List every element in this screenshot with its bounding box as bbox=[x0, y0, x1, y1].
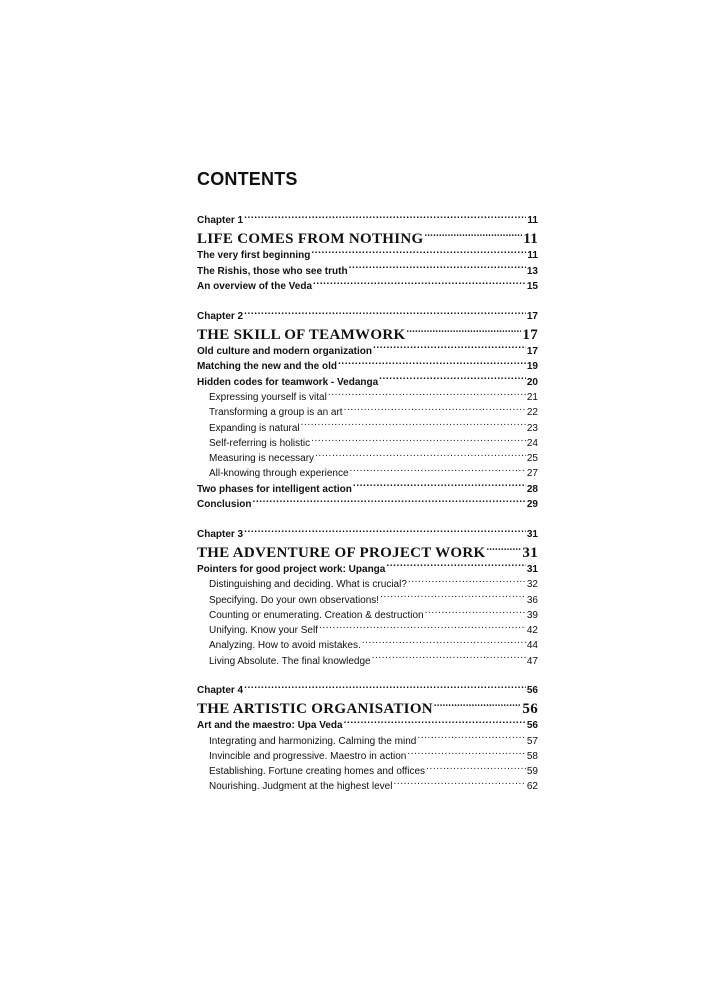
toc-label: Specifying. Do your own observations! bbox=[209, 594, 380, 606]
toc-subentry[interactable] bbox=[197, 421, 538, 436]
dot-leader bbox=[328, 390, 526, 400]
toc-page-number: 13 bbox=[526, 265, 538, 277]
toc-page-number: 23 bbox=[526, 422, 538, 434]
toc-page-number: 58 bbox=[526, 750, 538, 762]
toc-label: Hidden codes for teamwork - Vedanga bbox=[197, 376, 379, 388]
toc-label: Expanding is natural bbox=[209, 422, 300, 434]
toc-label: Distinguishing and deciding. What is crucial? bbox=[209, 579, 407, 591]
toc-page-number: 20 bbox=[526, 376, 538, 388]
toc-entry[interactable] bbox=[197, 359, 538, 375]
toc-chapter-title[interactable] bbox=[197, 324, 538, 344]
toc-label: Two phases for intelligent action bbox=[197, 483, 352, 495]
toc-label: THE SKILL OF TEAMWORK bbox=[197, 326, 406, 343]
chapter-4-section bbox=[197, 683, 538, 795]
toc-subentry[interactable] bbox=[197, 436, 538, 451]
toc-page-number: 27 bbox=[526, 468, 538, 480]
toc-subentry[interactable] bbox=[197, 577, 538, 592]
dot-leader bbox=[372, 654, 526, 664]
toc-page-number: 31 bbox=[522, 544, 538, 561]
contents-page bbox=[197, 166, 538, 809]
dot-leader bbox=[244, 309, 526, 319]
toc-page-number: 17 bbox=[522, 326, 538, 343]
toc-label: Chapter 4 bbox=[197, 685, 244, 697]
toc-page-number: 21 bbox=[526, 392, 538, 403]
toc-label: The very first beginning bbox=[197, 250, 311, 261]
toc-chapter-title[interactable] bbox=[197, 228, 538, 248]
toc-label: Nourishing. Judgment at the highest level bbox=[209, 781, 393, 793]
dot-leader bbox=[373, 344, 526, 354]
dot-leader bbox=[315, 451, 526, 461]
toc-page-number: 56 bbox=[522, 701, 538, 718]
toc-label: Analyzing. How to avoid mistakes. bbox=[209, 640, 361, 652]
toc-page-number: 32 bbox=[526, 579, 538, 591]
toc-entry[interactable] bbox=[197, 718, 538, 734]
toc-page-number: 57 bbox=[526, 735, 538, 747]
toc-chapter-label[interactable] bbox=[197, 527, 538, 542]
toc-entry[interactable] bbox=[197, 279, 538, 295]
dot-leader bbox=[311, 248, 526, 258]
toc-subentry[interactable] bbox=[197, 734, 538, 749]
toc-label: Art and the maestro: Upa Veda bbox=[197, 720, 343, 732]
toc-label: Measuring is necessary bbox=[209, 453, 315, 465]
toc-page-number: 19 bbox=[526, 361, 538, 372]
toc-subentry[interactable] bbox=[197, 654, 538, 669]
toc-page-number: 11 bbox=[523, 231, 538, 247]
dot-leader bbox=[244, 683, 526, 693]
dot-leader bbox=[252, 497, 525, 507]
toc-page-number: 47 bbox=[526, 655, 538, 667]
toc-entry[interactable] bbox=[197, 562, 538, 578]
dot-leader bbox=[362, 638, 526, 648]
toc-label: Chapter 1 bbox=[197, 215, 244, 226]
toc-label: Pointers for good project work: Upanga bbox=[197, 563, 386, 575]
dot-leader bbox=[386, 562, 526, 572]
dot-leader bbox=[353, 482, 526, 492]
toc-subentry[interactable] bbox=[197, 608, 538, 623]
toc-label: Living Absolute. The final knowledge bbox=[209, 655, 371, 667]
dot-leader bbox=[408, 577, 526, 587]
toc-page-number: 56 bbox=[526, 720, 538, 732]
dot-leader bbox=[313, 279, 526, 289]
toc-entry[interactable] bbox=[197, 264, 538, 280]
dot-leader bbox=[379, 375, 526, 385]
toc-subentry[interactable] bbox=[197, 638, 538, 653]
toc-label: Unifying. Know your Self bbox=[209, 625, 318, 637]
toc-label: Invincible and progressive. Maestro in action bbox=[209, 750, 407, 762]
dot-leader bbox=[434, 698, 521, 713]
toc-page-number: 59 bbox=[526, 766, 538, 778]
toc-page-number: 39 bbox=[526, 609, 538, 621]
toc-page-number: 29 bbox=[526, 499, 538, 511]
toc-page-number: 31 bbox=[526, 528, 538, 540]
toc-label: Transforming a group is an art bbox=[209, 407, 343, 419]
dot-leader bbox=[319, 623, 526, 633]
toc-chapter-label[interactable] bbox=[197, 309, 538, 324]
dot-leader bbox=[349, 264, 526, 274]
toc-page-number: 28 bbox=[526, 483, 538, 495]
toc-page-number: 11 bbox=[527, 215, 538, 226]
toc-label: Expressing yourself is vital bbox=[209, 392, 327, 403]
toc-label: THE ADVENTURE OF PROJECT WORK bbox=[197, 544, 486, 561]
toc-label: Establishing. Fortune creating homes and offices bbox=[209, 766, 426, 778]
chapter-3-section bbox=[197, 527, 538, 669]
dot-leader bbox=[344, 718, 526, 728]
toc-chapter-label[interactable] bbox=[197, 213, 538, 228]
toc-page-number: 42 bbox=[526, 625, 538, 637]
toc-subentry[interactable] bbox=[197, 749, 538, 764]
toc-label: Integrating and harmonizing. Calming the mind bbox=[209, 735, 417, 747]
toc-page-number: 22 bbox=[526, 407, 538, 419]
toc-entry[interactable] bbox=[197, 344, 538, 360]
toc-page-number: 25 bbox=[526, 453, 538, 465]
dot-leader bbox=[344, 405, 526, 415]
toc-subentry[interactable] bbox=[197, 623, 538, 638]
dot-leader bbox=[425, 608, 526, 618]
toc-page-number: 17 bbox=[526, 310, 538, 322]
dot-leader bbox=[301, 421, 526, 431]
toc-subentry[interactable] bbox=[197, 405, 538, 420]
chapter-2-section bbox=[197, 309, 538, 513]
toc-page-number: 62 bbox=[526, 781, 538, 793]
toc-label: An overview of the Veda bbox=[197, 281, 313, 292]
dot-leader bbox=[338, 359, 526, 369]
toc-subentry[interactable] bbox=[197, 593, 538, 608]
toc-entry[interactable] bbox=[197, 248, 538, 264]
toc-page-number: 15 bbox=[526, 281, 538, 292]
dot-leader bbox=[486, 542, 521, 557]
dot-leader bbox=[244, 527, 526, 537]
toc-label: Matching the new and the old bbox=[197, 361, 337, 372]
toc-page-number: 11 bbox=[527, 250, 538, 261]
toc-subentry[interactable] bbox=[197, 764, 538, 779]
dot-leader bbox=[380, 593, 526, 603]
toc-label: LIFE COMES FROM NOTHING bbox=[197, 231, 424, 247]
toc-chapter-label[interactable] bbox=[197, 683, 538, 698]
dot-leader bbox=[244, 213, 526, 223]
toc-label: Conclusion bbox=[197, 499, 252, 511]
dot-leader bbox=[406, 324, 521, 339]
toc-label: THE ARTISTIC ORGANISATION bbox=[197, 701, 433, 718]
toc-chapter-title[interactable] bbox=[197, 698, 538, 718]
toc-subentry[interactable] bbox=[197, 466, 538, 481]
toc-page-number: 31 bbox=[526, 563, 538, 575]
toc-subentry[interactable] bbox=[197, 451, 538, 466]
toc-page-number: 56 bbox=[526, 685, 538, 697]
toc-label: Chapter 2 bbox=[197, 310, 244, 322]
toc-entry[interactable] bbox=[197, 497, 538, 513]
toc-label: Self-referring is holistic bbox=[209, 437, 311, 449]
toc-chapter-title[interactable] bbox=[197, 542, 538, 562]
dot-leader bbox=[426, 764, 526, 774]
toc-label: Old culture and modern organization bbox=[197, 345, 373, 357]
toc-subentry[interactable] bbox=[197, 390, 538, 405]
toc-page-number: 24 bbox=[526, 437, 538, 449]
toc-entry[interactable] bbox=[197, 482, 538, 498]
dot-leader bbox=[311, 436, 526, 446]
dot-leader bbox=[417, 734, 526, 744]
chapter-1-section bbox=[197, 213, 538, 295]
dot-leader bbox=[425, 228, 523, 243]
page-title: CONTENTS bbox=[197, 169, 298, 189]
toc-page-number: 36 bbox=[526, 594, 538, 606]
toc-label: The Rishis, those who see truth bbox=[197, 265, 348, 277]
dot-leader bbox=[393, 779, 525, 789]
dot-leader bbox=[407, 749, 526, 759]
dot-leader bbox=[350, 466, 526, 476]
toc-page-number: 17 bbox=[526, 345, 538, 357]
toc-page-number: 44 bbox=[526, 640, 538, 652]
toc-entry[interactable] bbox=[197, 375, 538, 391]
toc-subentry[interactable] bbox=[197, 779, 538, 794]
toc-label: All-knowing through experience bbox=[209, 468, 349, 480]
toc-label: Counting or enumerating. Creation & destruction bbox=[209, 609, 424, 621]
toc-label: Chapter 3 bbox=[197, 528, 244, 540]
